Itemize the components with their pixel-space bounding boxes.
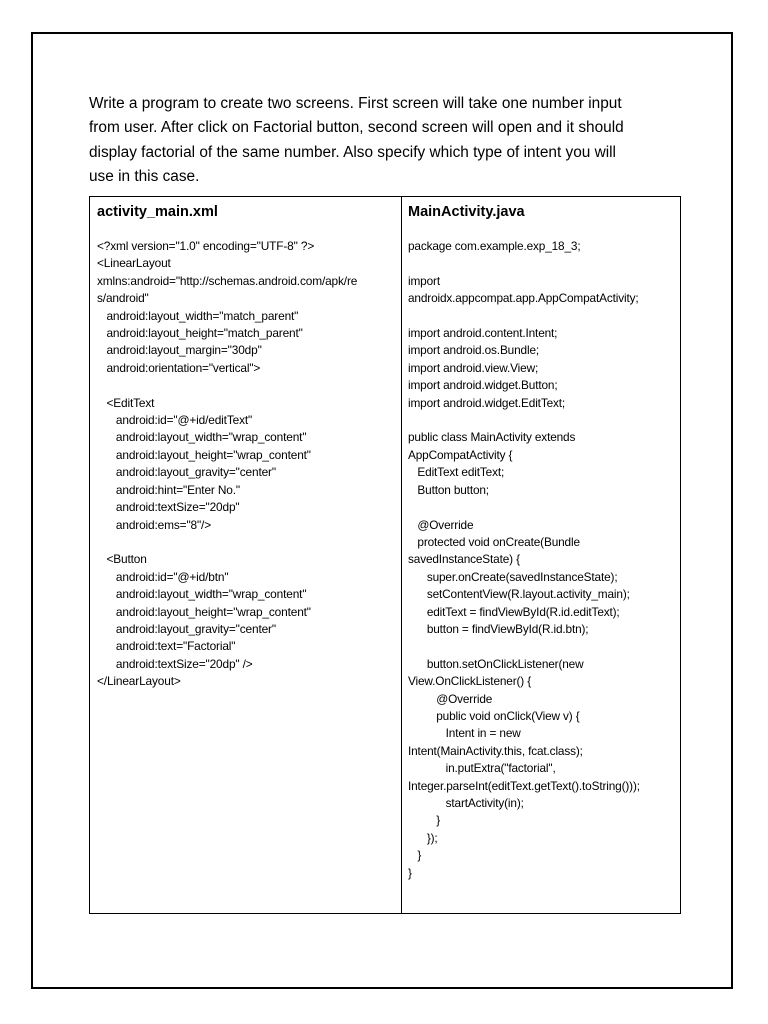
java-code-line: import android.os.Bundle; xyxy=(408,343,540,358)
xml-code-line: android:layout_width="wrap_content" xyxy=(97,430,307,445)
xml-code-line xyxy=(97,377,398,394)
java-code-line: Integer.parseInt(editText.getText().toString())); xyxy=(408,778,640,793)
java-code-line: } xyxy=(408,813,441,828)
java-code-line: super.onCreate(savedInstanceState); xyxy=(408,569,618,584)
xml-code-line: android:textSize="20dp" /> xyxy=(97,656,253,671)
java-code-line: Intent(MainActivity.this, fcat.class); xyxy=(408,743,583,758)
java-code-line: Button button; xyxy=(408,482,489,497)
code-table xyxy=(89,196,681,914)
xml-code-line: android:layout_height="wrap_content" xyxy=(97,604,311,619)
question-line: display factorial of the same number. Also specify which type of intent you will xyxy=(89,143,616,161)
xml-code-line: android:layout_width="match_parent" xyxy=(97,308,299,323)
xml-column-title: activity_main.xml xyxy=(97,204,218,220)
java-code-line xyxy=(408,308,676,325)
xml-column xyxy=(90,197,402,913)
java-code-line: button = findViewById(R.id.btn); xyxy=(408,621,589,636)
xml-code-line: android:text="Factorial" xyxy=(97,639,236,654)
java-code-line: savedInstanceState) { xyxy=(408,552,520,567)
java-code-line: in.putExtra("factorial", xyxy=(408,761,556,776)
xml-code-line: android:textSize="20dp" xyxy=(97,500,240,515)
java-code-line: import android.view.View; xyxy=(408,360,539,375)
java-code-line: import android.content.Intent; xyxy=(408,326,558,341)
question-line: from user. After click on Factorial button, second screen will open and it should xyxy=(89,119,624,137)
java-code-line xyxy=(408,255,676,272)
java-code-line: import xyxy=(408,273,440,288)
xml-code-line: android:layout_height="wrap_content" xyxy=(97,447,311,462)
java-code-line xyxy=(408,412,676,429)
xml-code-line: <EditText xyxy=(97,395,155,410)
java-code-line: button.setOnClickListener(new xyxy=(408,656,584,671)
question-line: use in this case. xyxy=(89,167,200,185)
java-code-line: } xyxy=(408,865,412,880)
question-line: Write a program to create two screens. First screen will take one number input xyxy=(89,95,622,112)
java-code-line: import android.widget.EditText; xyxy=(408,395,566,410)
xml-code-line: android:id="@+id/editText" xyxy=(97,413,253,428)
java-code-line: startActivity(in); xyxy=(408,796,524,810)
java-code-line: @Override xyxy=(408,517,474,532)
question-text xyxy=(89,92,689,189)
java-code-line: setContentView(R.layout.activity_main); xyxy=(408,587,630,602)
java-code-line: public void onClick(View v) { xyxy=(408,708,580,723)
xml-code-line: android:hint="Enter No." xyxy=(97,482,240,497)
java-code-line: import android.widget.Button; xyxy=(408,378,558,393)
xml-code-line: android:ems="8"/> xyxy=(97,517,211,532)
java-code-line: Intent in = new xyxy=(408,726,521,741)
java-code-line: androidx.appcompat.app.AppCompatActivity; xyxy=(408,291,639,306)
xml-code-line: android:layout_gravity="center" xyxy=(97,465,276,480)
java-code-line: public class MainActivity extends xyxy=(408,430,576,445)
xml-code-line: <Button xyxy=(97,552,147,567)
java-code-line: View.OnClickListener() { xyxy=(408,674,532,689)
xml-code-line: <LinearLayout xyxy=(97,256,171,271)
xml-code-line: s/android" xyxy=(97,291,149,306)
xml-code-line: android:id="@+id/btn" xyxy=(97,569,229,584)
xml-code-line: android:layout_gravity="center" xyxy=(97,621,276,636)
xml-code-line: android:orientation="vertical"> xyxy=(97,360,261,375)
java-code-line: editText = findViewById(R.id.editText); xyxy=(408,604,620,619)
xml-code-line: </LinearLayout> xyxy=(97,674,181,689)
xml-code-line: xmlns:android="http://schemas.android.com/apk/re xyxy=(97,273,358,288)
java-code-line: protected void onCreate(Bundle xyxy=(408,534,580,549)
xml-code-line: android:layout_margin="30dp" xyxy=(97,343,262,358)
java-code-line: AppCompatActivity { xyxy=(408,447,513,462)
java-code-block xyxy=(408,238,680,882)
java-code-line: package com.example.exp_18_3; xyxy=(408,239,581,253)
xml-code-line: <?xml version="1.0" encoding="UTF-8" ?> xyxy=(97,239,315,253)
java-column xyxy=(402,197,680,913)
java-code-line xyxy=(408,638,676,655)
java-code-line: EditText editText; xyxy=(408,465,505,480)
java-column-title: MainActivity.java xyxy=(408,204,525,220)
xml-code-line xyxy=(97,534,398,551)
xml-code-line: android:layout_height="match_parent" xyxy=(97,326,303,341)
java-code-line xyxy=(408,499,676,516)
java-code-line: @Override xyxy=(408,691,493,706)
java-code-line: } xyxy=(408,848,422,863)
java-code-line: }); xyxy=(408,830,438,845)
xml-code-line: android:layout_width="wrap_content" xyxy=(97,587,307,602)
xml-code-block xyxy=(97,238,401,691)
